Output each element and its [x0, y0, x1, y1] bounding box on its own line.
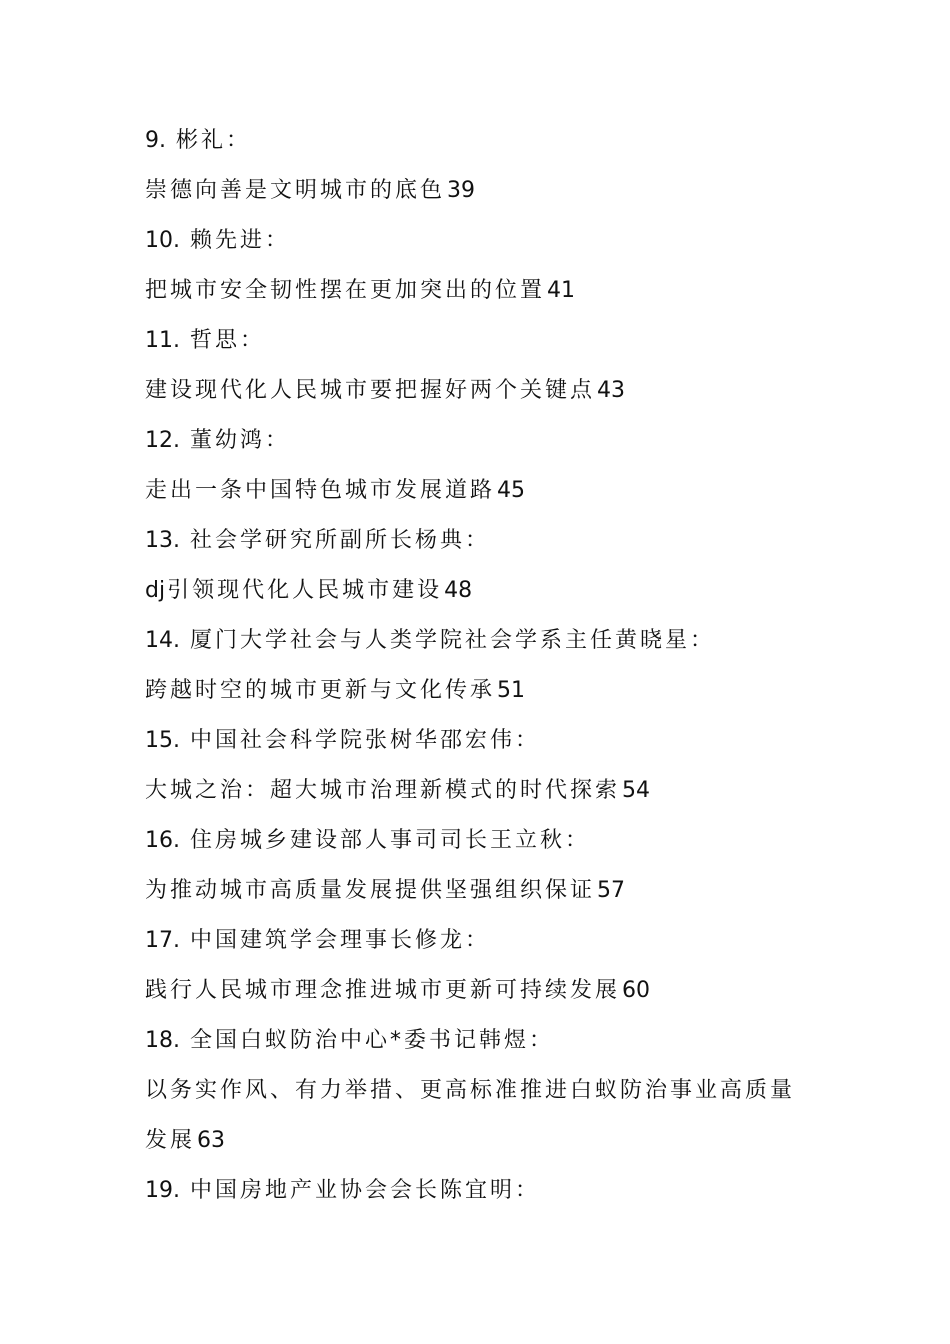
toc-entry-title[interactable] [145, 166, 815, 216]
entry-number: 14. [145, 628, 180, 653]
entry-page-number: 43 [597, 378, 626, 403]
entry-page-number: 41 [547, 278, 576, 303]
entry-number: 11. [145, 328, 180, 353]
entry-author: 中国建筑学会理事长修龙： [190, 928, 491, 953]
entry-number: 17. [145, 928, 180, 953]
toc-entry-author [145, 416, 815, 466]
entry-author: 哲思： [190, 328, 266, 353]
entry-title-prefix: dj [145, 578, 166, 603]
entry-title: 践行人民城市理念推进城市更新可持续发展 [145, 978, 621, 1003]
entry-number: 15. [145, 728, 180, 753]
toc-entry-author [145, 1166, 815, 1216]
entry-author: 赖先进： [190, 228, 291, 253]
toc-entry-title[interactable] [145, 566, 815, 616]
entry-number: 12. [145, 428, 180, 453]
entry-number: 9. [145, 128, 166, 153]
toc-entry-author [145, 816, 815, 866]
entry-page-number: 63 [197, 1128, 226, 1153]
entry-title: 大城之治：超大城市治理新模式的时代探索 [145, 778, 621, 803]
toc-entry-author [145, 516, 815, 566]
entry-number: 18. [145, 1028, 180, 1053]
toc-entry-title[interactable] [145, 266, 815, 316]
entry-author: 全国白蚁防治中心*委书记韩煜： [190, 1028, 555, 1053]
entry-number: 13. [145, 528, 180, 553]
entry-author: 住房城乡建设部人事司司长王立秋： [190, 828, 591, 853]
entry-title: 跨越时空的城市更新与文化传承 [145, 678, 496, 703]
entry-title: 走出一条中国特色城市发展道路 [145, 478, 496, 503]
toc-entry-author [145, 1016, 815, 1066]
entry-author: 中国社会科学院张树华邵宏伟： [190, 728, 541, 753]
entry-number: 16. [145, 828, 180, 853]
entry-page-number: 45 [497, 478, 526, 503]
entry-title: 为推动城市高质量发展提供坚强组织保证 [145, 878, 596, 903]
entry-title: 以务实作风、有力举措、更高标准推进白蚁防治事业高质量发展 [145, 1078, 796, 1153]
toc-entry-author [145, 116, 815, 166]
entry-author: 董幼鸿： [190, 428, 291, 453]
toc-entry-title[interactable] [145, 366, 815, 416]
toc-entry-author [145, 216, 815, 266]
toc-entry-title[interactable] [145, 966, 815, 1016]
entry-number: 19. [145, 1178, 180, 1203]
table-of-contents [145, 116, 815, 1216]
entry-page-number: 51 [497, 678, 526, 703]
toc-entry-author [145, 716, 815, 766]
entry-number: 10. [145, 228, 180, 253]
toc-entry-title[interactable] [145, 666, 815, 716]
entry-author: 厦门大学社会与人类学院社会学系主任黄晓星： [190, 628, 716, 653]
entry-author: 社会学研究所副所长杨典： [190, 528, 491, 553]
toc-entry-author [145, 916, 815, 966]
entry-page-number: 54 [622, 778, 651, 803]
entry-author: 中国房地产业协会会长陈宜明： [190, 1178, 541, 1203]
toc-entry-title[interactable] [145, 866, 815, 916]
entry-page-number: 60 [622, 978, 651, 1003]
entry-title: 崇德向善是文明城市的底色 [145, 178, 446, 203]
toc-entry-title[interactable] [145, 1066, 815, 1166]
entry-page-number: 57 [597, 878, 626, 903]
toc-entry-author [145, 616, 815, 666]
entry-title: 建设现代化人民城市要把握好两个关键点 [145, 378, 596, 403]
entry-page-number: 48 [444, 578, 473, 603]
entry-page-number: 39 [447, 178, 476, 203]
entry-title: 把城市安全韧性摆在更加突出的位置 [145, 278, 546, 303]
toc-entry-title[interactable] [145, 766, 815, 816]
toc-entry-title[interactable] [145, 466, 815, 516]
toc-entry-author [145, 316, 815, 366]
entry-title: 引领现代化人民城市建设 [167, 578, 443, 603]
entry-author: 彬礼： [176, 128, 252, 153]
